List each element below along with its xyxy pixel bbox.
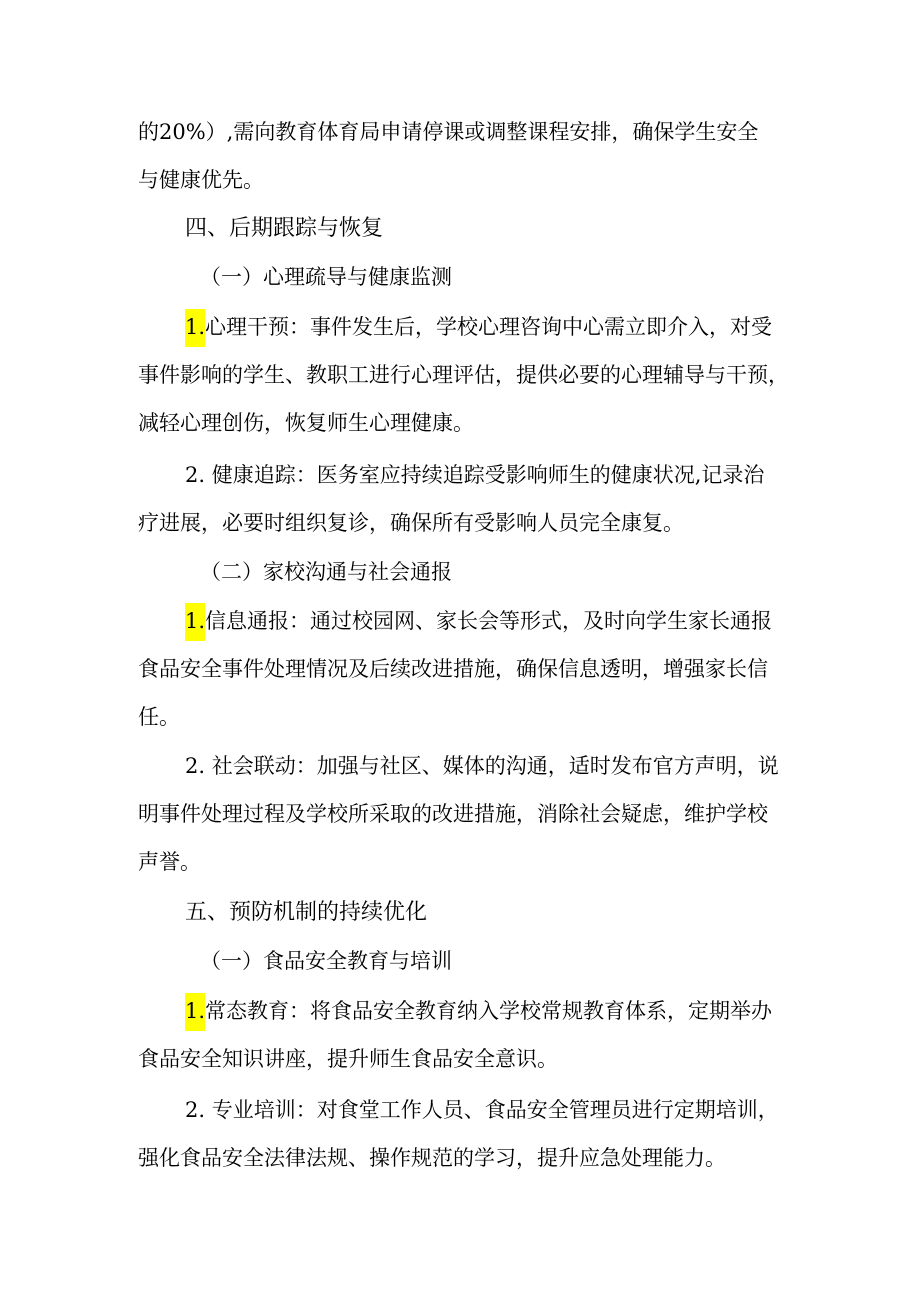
s4-sub1-item1-text: 心理干预：事件发生后，学校心理咨询中心需立即介入，对受 bbox=[205, 315, 773, 339]
section-4-sub-2-title: （二）家校沟通与社会通报 bbox=[200, 560, 452, 584]
s4-sub2-item1-line-3: 任。 bbox=[138, 705, 180, 729]
s5-sub1-item1-line-1 bbox=[185, 996, 772, 1026]
s4-sub2-item1-line-2: 食品安全事件处理情况及后续改进措施，确保信息透明，增强家长信 bbox=[138, 657, 768, 681]
s5-sub1-item2-line-2: 强化食品安全法律法规、操作规范的学习，提升应急处理能力。 bbox=[138, 1146, 726, 1170]
highlighted-number: 1. bbox=[185, 993, 205, 1031]
s4-sub2-item2-line-1: 2. 社会联动：加强与社区、媒体的沟通，适时发布官方声明，说 bbox=[185, 754, 779, 778]
s4-sub1-item1-line-2: 事件影响的学生、教职工进行心理评估，提供必要的心理辅导与干预， bbox=[138, 363, 789, 387]
s4-sub2-item1-line-1 bbox=[185, 606, 772, 636]
s5-sub1-item2-line-1: 2. 专业培训：对食堂工作人员、食品安全管理员进行定期培训， bbox=[185, 1098, 779, 1122]
s4-sub1-item2-line-1: 2. 健康追踪：医务室应持续追踪受影响师生的健康状况,记录治 bbox=[185, 463, 765, 487]
s4-sub2-item1-text: 信息通报：通过校园网、家长会等形式，及时向学生家长通报 bbox=[205, 609, 773, 633]
section-5-sub-1-title: （一）食品安全教育与培训 bbox=[200, 949, 452, 973]
s4-sub1-item1-line-3: 减轻心理创伤，恢复师生心理健康。 bbox=[138, 411, 474, 435]
s4-sub1-item1-line-1 bbox=[185, 312, 772, 342]
s4-sub2-item2-line-3: 声誉。 bbox=[138, 850, 201, 874]
highlighted-number: 1. bbox=[185, 603, 205, 641]
section-4-title: 四、后期跟踪与恢复 bbox=[185, 216, 384, 241]
s4-sub1-item2-line-2: 疗进展，必要时组织复诊，确保所有受影响人员完全康复。 bbox=[138, 511, 684, 535]
section-5-title: 五、预防机制的持续优化 bbox=[185, 900, 428, 925]
intro-line-2: 与健康优先。 bbox=[138, 168, 264, 192]
intro-line-1: 的20%）,需向教育体育局申请停课或调整课程安排，确保学生安全 bbox=[138, 120, 759, 144]
s5-sub1-item1-text: 常态教育：将食品安全教育纳入学校常规教育体系，定期举办 bbox=[205, 999, 773, 1023]
section-4-sub-1-title: （一）心理疏导与健康监测 bbox=[200, 265, 452, 289]
s4-sub2-item2-line-2: 明事件处理过程及学校所采取的改进措施，消除社会疑虑，维护学校 bbox=[138, 802, 768, 826]
highlighted-number: 1. bbox=[185, 309, 205, 347]
s5-sub1-item1-line-2: 食品安全知识讲座，提升师生食品安全意识。 bbox=[138, 1047, 558, 1071]
